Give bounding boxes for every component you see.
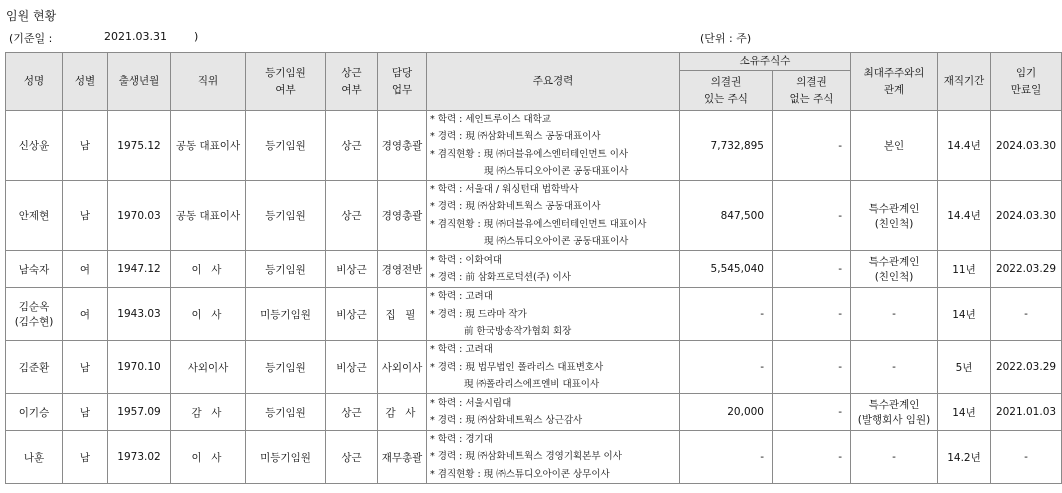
unit-label: (단위 : 주) xyxy=(700,32,752,45)
gender-cell: 여 xyxy=(63,288,108,341)
section-title: 임원 현황 xyxy=(6,9,57,23)
voting-shares-cell: 5,545,040 xyxy=(680,251,773,288)
birth-cell: 1947.12 xyxy=(108,251,171,288)
tenure-cell: 11년 xyxy=(938,251,991,288)
career-cell xyxy=(427,251,680,288)
fulltime-cell: 비상근 xyxy=(326,288,378,341)
term-cell: - xyxy=(991,288,1062,341)
relation-line: - xyxy=(892,361,896,374)
relation-line: - xyxy=(892,451,896,464)
duty-cell: 경영전반 xyxy=(378,251,427,288)
header-nonvoting-line: 의결권 xyxy=(796,75,827,88)
name-line: 김순옥 xyxy=(18,301,50,314)
base-date-label: (기준일 : xyxy=(9,32,53,45)
voting-shares-cell: 7,732,895 xyxy=(680,111,773,181)
header-gender: 성별 xyxy=(63,53,108,111)
birth-cell: 1957.09 xyxy=(108,394,171,431)
registered-cell: 등기임원 xyxy=(246,251,326,288)
registered-cell: 등기임원 xyxy=(246,394,326,431)
header-nonvoting xyxy=(773,71,851,111)
name-line: 나훈 xyxy=(23,451,45,464)
voting-shares-cell: 847,500 xyxy=(680,181,773,251)
career-line: 現 ㈜스튜디오아이콘 공동대표이사 xyxy=(484,236,629,248)
gender-cell: 남 xyxy=(63,341,108,394)
career-cell xyxy=(427,288,680,341)
duty-cell: 경영총괄 xyxy=(378,111,427,181)
gender-cell: 남 xyxy=(63,394,108,431)
term-cell: 2022.03.29 xyxy=(991,341,1062,394)
header-position: 직위 xyxy=(171,53,246,111)
gender-cell: 남 xyxy=(63,431,108,484)
position-cell: 공동 대표이사 xyxy=(171,111,246,181)
career-line: 現 ㈜폴라리스에프엔비 대표이사 xyxy=(464,378,600,390)
career-line: * 학력 : 세인트루이스 대학교 xyxy=(430,114,551,125)
header-term xyxy=(991,53,1062,111)
nonvoting-shares-cell: - xyxy=(773,341,851,394)
tenure-cell: 14년 xyxy=(938,394,991,431)
career-line: * 학력 : 서울대 / 워싱턴대 법학박사 xyxy=(430,184,579,196)
birth-cell: 1973.02 xyxy=(108,431,171,484)
report-meta xyxy=(6,30,1036,44)
gender-cell: 남 xyxy=(63,111,108,181)
birth-cell: 1970.03 xyxy=(108,181,171,251)
header-relation-line: 관계 xyxy=(883,83,905,96)
name-line: 신상윤 xyxy=(18,140,50,153)
fulltime-cell: 비상근 xyxy=(326,341,378,394)
tenure-cell: 14.2년 xyxy=(938,431,991,484)
header-birth: 출생년월 xyxy=(108,53,171,111)
career-cell xyxy=(427,431,680,484)
tenure-cell: 14년 xyxy=(938,288,991,341)
registered-cell: 미등기임원 xyxy=(246,431,326,484)
header-shares: 소유주식수 xyxy=(680,53,851,71)
career-cell xyxy=(427,111,680,181)
position-cell: 이 사 xyxy=(171,288,246,341)
header-nonvoting-line: 없는 주식 xyxy=(789,92,834,105)
name-cell xyxy=(6,394,63,431)
voting-shares-cell: - xyxy=(680,341,773,394)
registered-cell: 등기임원 xyxy=(246,111,326,181)
term-cell: - xyxy=(991,431,1062,484)
voting-shares-cell: - xyxy=(680,288,773,341)
header-registered xyxy=(246,53,326,111)
header-name: 성명 xyxy=(6,53,63,111)
relation-line: (친인척) xyxy=(874,217,914,230)
career-cell xyxy=(427,181,680,251)
relation-cell xyxy=(851,111,938,181)
relation-cell xyxy=(851,394,938,431)
career-line: * 겸직현황 : 現 ㈜스튜디오아이콘 상무이사 xyxy=(430,468,610,480)
career-line: * 겸직현황 : 現 ㈜더블유에스엔터테인먼트 이사 xyxy=(430,148,629,160)
header-fulltime xyxy=(326,53,378,111)
registered-cell: 등기임원 xyxy=(246,181,326,251)
birth-cell: 1970.10 xyxy=(108,341,171,394)
career-line: * 학력 : 고려대 xyxy=(430,344,493,356)
relation-line: 특수관계인 xyxy=(868,202,920,215)
career-line: 現 ㈜스튜디오아이콘 공동대표이사 xyxy=(484,165,629,177)
career-line: * 학력 : 이화여대 xyxy=(430,255,503,267)
relation-cell xyxy=(851,181,938,251)
header-duty xyxy=(378,53,427,111)
position-cell: 사외이사 xyxy=(171,341,246,394)
term-cell: 2021.01.03 xyxy=(991,394,1062,431)
career-line: * 경력 : 現 법무법인 폴라리스 대표변호사 xyxy=(430,361,604,373)
career-line: * 학력 : 고려대 xyxy=(430,291,493,303)
tenure-cell: 14.4년 xyxy=(938,111,991,181)
header-duty-line: 담당 xyxy=(391,66,413,79)
header-registered-line: 여부 xyxy=(275,83,296,96)
fulltime-cell: 비상근 xyxy=(326,251,378,288)
relation-line: (친인척) xyxy=(874,271,914,284)
header-relation xyxy=(851,53,938,111)
birth-cell: 1943.03 xyxy=(108,288,171,341)
table-row xyxy=(6,431,1062,484)
nonvoting-shares-cell: - xyxy=(773,431,851,484)
career-line: * 겸직현황 : 現 ㈜더블유에스엔터테인먼트 대표이사 xyxy=(430,218,647,230)
executives-table xyxy=(5,52,1062,484)
header-fulltime-line: 여부 xyxy=(341,83,362,96)
position-cell: 이 사 xyxy=(171,431,246,484)
header-duty-line: 업무 xyxy=(391,83,413,96)
name-cell xyxy=(6,341,63,394)
duty-cell: 경영총괄 xyxy=(378,181,427,251)
table-row xyxy=(6,251,1062,288)
career-line: * 학력 : 경기대 xyxy=(430,434,493,446)
position-cell: 감 사 xyxy=(171,394,246,431)
name-cell xyxy=(6,181,63,251)
name-line: 안제현 xyxy=(18,210,50,223)
career-line: * 경력 : 現 ㈜삼화네트웍스 공동대표이사 xyxy=(430,201,601,213)
base-date-value: 2021.03.31 xyxy=(104,30,167,43)
table-row xyxy=(6,181,1062,251)
career-line: * 경력 : 現 ㈜삼화네트웍스 공동대표이사 xyxy=(430,131,601,143)
nonvoting-shares-cell: - xyxy=(773,181,851,251)
registered-cell: 미등기임원 xyxy=(246,288,326,341)
header-voting-line: 있는 주식 xyxy=(704,92,748,105)
header-voting xyxy=(680,71,773,111)
tenure-cell: 14.4년 xyxy=(938,181,991,251)
fulltime-cell: 상근 xyxy=(326,111,378,181)
voting-shares-cell: 20,000 xyxy=(680,394,773,431)
career-cell xyxy=(427,341,680,394)
gender-cell: 여 xyxy=(63,251,108,288)
relation-line: - xyxy=(892,308,896,321)
career-cell xyxy=(427,394,680,431)
table-row xyxy=(6,288,1062,341)
birth-cell: 1975.12 xyxy=(108,111,171,181)
base-date-close: ) xyxy=(194,30,199,43)
relation-cell xyxy=(851,251,938,288)
table-row xyxy=(6,394,1062,431)
name-cell xyxy=(6,431,63,484)
header-voting-line: 의결권 xyxy=(710,75,742,88)
career-line: * 경력 : 現 ㈜삼화네트웍스 상근감사 xyxy=(430,415,583,427)
fulltime-cell: 상근 xyxy=(326,394,378,431)
duty-cell: 감 사 xyxy=(378,394,427,431)
header-fulltime-line: 상근 xyxy=(341,66,362,79)
nonvoting-shares-cell: - xyxy=(773,251,851,288)
header-term-line: 임기 xyxy=(1015,66,1037,79)
nonvoting-shares-cell: - xyxy=(773,394,851,431)
fulltime-cell: 상근 xyxy=(326,181,378,251)
name-line: 이기승 xyxy=(18,406,50,419)
position-cell: 이 사 xyxy=(171,251,246,288)
table-row xyxy=(6,341,1062,394)
duty-cell: 집 필 xyxy=(378,288,427,341)
relation-line: (발행회사 임원) xyxy=(857,414,931,427)
header-registered-line: 등기임원 xyxy=(265,66,306,79)
position-cell: 공동 대표이사 xyxy=(171,181,246,251)
table-row xyxy=(6,111,1062,181)
relation-cell xyxy=(851,288,938,341)
career-line: * 경력 : 現 드라마 작가 xyxy=(430,308,527,320)
tenure-cell: 5년 xyxy=(938,341,991,394)
career-line: * 학력 : 서울시립대 xyxy=(430,397,512,409)
name-cell xyxy=(6,111,63,181)
nonvoting-shares-cell: - xyxy=(773,111,851,181)
duty-cell: 사외이사 xyxy=(378,341,427,394)
header-relation-line: 최대주주와의 xyxy=(863,66,925,79)
career-line: * 경력 : 現 ㈜삼화네트웍스 경영기획본부 이사 xyxy=(430,451,622,463)
relation-cell xyxy=(851,341,938,394)
term-cell: 2024.03.30 xyxy=(991,181,1062,251)
name-line: 남숙자 xyxy=(18,263,50,276)
relation-line: 특수관계인 xyxy=(868,256,920,269)
relation-cell xyxy=(851,431,938,484)
name-line: 김준환 xyxy=(18,361,50,374)
voting-shares-cell: - xyxy=(680,431,773,484)
career-line: * 경력 : 前 삼화프로덕션(주) 이사 xyxy=(430,272,571,284)
relation-line: 특수관계인 xyxy=(868,399,920,412)
name-line: (김수현) xyxy=(14,316,54,329)
name-cell xyxy=(6,251,63,288)
term-cell: 2022.03.29 xyxy=(991,251,1062,288)
duty-cell: 재무총괄 xyxy=(378,431,427,484)
name-cell xyxy=(6,288,63,341)
gender-cell: 남 xyxy=(63,181,108,251)
header-term-line: 만료일 xyxy=(1010,83,1042,96)
nonvoting-shares-cell: - xyxy=(773,288,851,341)
header-career: 주요경력 xyxy=(427,53,680,111)
career-line: 前 한국방송작가협회 회장 xyxy=(464,325,572,337)
executives-table-body xyxy=(6,111,1062,484)
fulltime-cell: 상근 xyxy=(326,431,378,484)
relation-line: 본인 xyxy=(883,140,905,153)
header-tenure: 재직기간 xyxy=(938,53,991,111)
registered-cell: 등기임원 xyxy=(246,341,326,394)
term-cell: 2024.03.30 xyxy=(991,111,1062,181)
